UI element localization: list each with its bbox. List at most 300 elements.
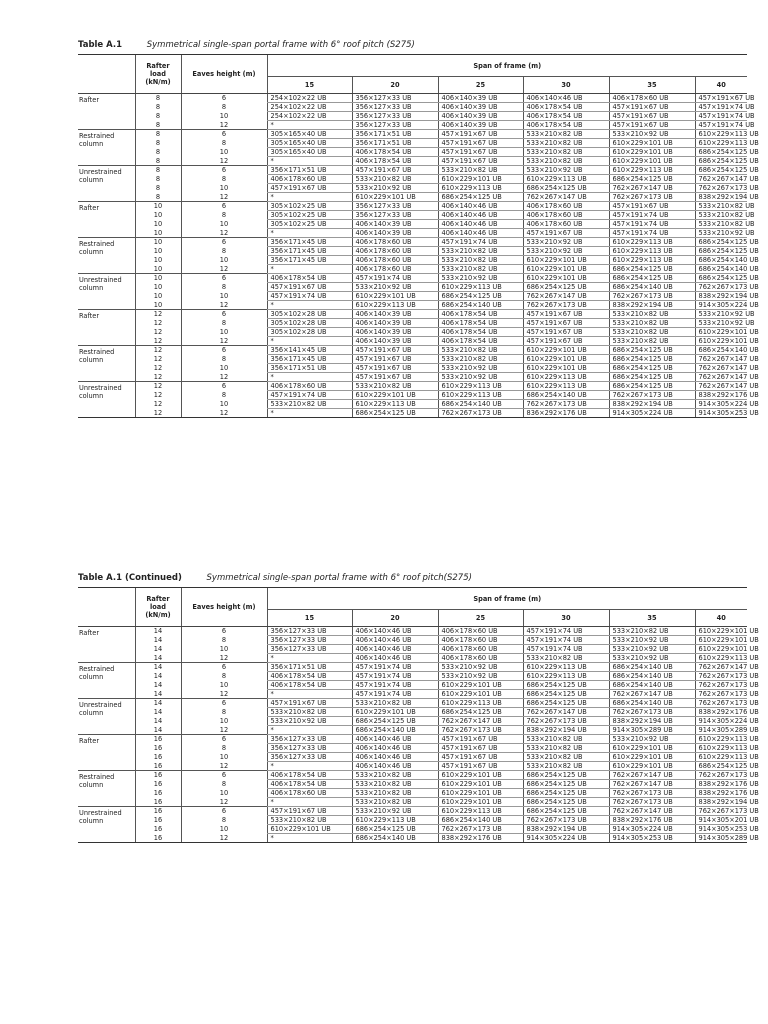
table-caption <box>78 573 747 587</box>
section-size-cell: 533×210×82 UB <box>523 157 609 166</box>
header-eaves-height: Eaves height (m) <box>181 55 267 94</box>
section-size-cell: 610×229×113 UB <box>438 382 523 391</box>
section-size-cell: 533×210×82 UB <box>609 328 695 337</box>
section-size-cell: 457×191×67 UB <box>352 373 438 382</box>
section-size-cell: 838×292×176 UB <box>695 789 747 798</box>
section-size-cell: 356×127×33 UB <box>267 753 352 762</box>
section-size-cell: 610×229×101 UB <box>352 292 438 301</box>
table-row <box>78 184 747 193</box>
rafter-load-cell: 14 <box>135 645 181 654</box>
section-size-cell: 406×178×54 UB <box>438 319 523 328</box>
section-size-cell: * <box>267 798 352 807</box>
section-size-cell: 457×191×74 UB <box>352 681 438 690</box>
section-size-cell: 610×229×101 UB <box>352 708 438 717</box>
section-size-cell: 406×140×46 UB <box>438 220 523 229</box>
section-size-cell: 457×191×67 UB <box>609 112 695 121</box>
section-size-cell: 533×210×82 UB <box>267 708 352 717</box>
section-size-cell: 356×171×45 UB <box>267 355 352 364</box>
table-row <box>78 157 747 166</box>
header-row <box>78 55 747 77</box>
section-size-cell: 406×140×39 UB <box>438 94 523 103</box>
section-size-cell: 533×210×82 UB <box>523 744 609 753</box>
section-size-cell: 686×254×125 UB <box>523 807 609 816</box>
section-size-cell: 356×127×33 UB <box>352 112 438 121</box>
section-size-cell: * <box>267 373 352 382</box>
rafter-load-cell: 16 <box>135 771 181 780</box>
table-row <box>78 780 747 789</box>
member-type-cell: Rafter <box>78 627 135 663</box>
rafter-load-cell: 12 <box>135 319 181 328</box>
eaves-height-cell: 12 <box>181 409 267 418</box>
section-size-cell: 610×229×113 UB <box>695 139 747 148</box>
section-size-cell: 406×140×46 UB <box>352 654 438 663</box>
section-size-cell: 457×191×74 UB <box>695 112 747 121</box>
section-size-cell: 762×267×147 UB <box>695 663 747 672</box>
section-size-cell: 610×229×101 UB <box>438 175 523 184</box>
section-size-cell: 838×292×194 UB <box>609 400 695 409</box>
section-size-cell: * <box>267 193 352 202</box>
section-size-cell: 356×127×33 UB <box>267 744 352 753</box>
section-size-cell: 610×229×113 UB <box>695 744 747 753</box>
eaves-height-cell: 10 <box>181 292 267 301</box>
section-size-cell: 533×210×92 UB <box>695 229 747 238</box>
section-size-cell: 406×178×60 UB <box>352 265 438 274</box>
section-size-cell: 762×267×147 UB <box>609 184 695 193</box>
section-size-cell: 406×178×60 UB <box>523 202 609 211</box>
section-size-cell: 762×267×173 UB <box>438 726 523 735</box>
section-size-cell: 762×267×173 UB <box>523 400 609 409</box>
section-size-cell: 533×210×82 UB <box>438 346 523 355</box>
section-size-cell: 356×171×45 UB <box>267 256 352 265</box>
section-size-cell: 356×127×33 UB <box>352 103 438 112</box>
section-size-cell: 686×254×140 UB <box>609 681 695 690</box>
section-size-cell: 610×229×101 UB <box>523 274 609 283</box>
section-size-cell: 610×229×101 UB <box>523 256 609 265</box>
rafter-load-cell: 10 <box>135 211 181 220</box>
section-size-cell: 533×210×92 UB <box>352 807 438 816</box>
section-size-cell: 457×191×67 UB <box>523 319 609 328</box>
header-span-15: 15 <box>267 77 352 94</box>
section-size-cell: 356×127×33 UB <box>352 202 438 211</box>
section-size-cell: 533×210×92 UB <box>695 319 747 328</box>
table-title: Symmetrical single-span portal frame with 6° roof pitch (S275) <box>146 40 415 50</box>
section-size-cell: 533×210×82 UB <box>438 265 523 274</box>
rafter-load-cell: 14 <box>135 654 181 663</box>
section-size-cell: 686×254×125 UB <box>523 184 609 193</box>
section-size-cell: 457×191×74 UB <box>523 627 609 636</box>
section-size-cell: 533×210×82 UB <box>523 762 609 771</box>
section-size-cell: 914×305×224 UB <box>609 825 695 834</box>
rafter-load-cell: 10 <box>135 283 181 292</box>
section-size-cell: 762×267×147 UB <box>523 193 609 202</box>
section-size-cell: 533×210×82 UB <box>438 256 523 265</box>
section-size-cell: 610×229×101 UB <box>695 627 747 636</box>
section-size-cell: 762×267×147 UB <box>695 382 747 391</box>
table-row <box>78 292 747 301</box>
section-size-cell: 610×229×113 UB <box>438 807 523 816</box>
section-size-cell: 406×178×60 UB <box>523 211 609 220</box>
section-size-cell: 406×178×60 UB <box>438 636 523 645</box>
section-size-cell: 533×210×92 UB <box>523 166 609 175</box>
section-size-cell: 610×229×113 UB <box>609 166 695 175</box>
section-size-cell: 533×210×82 UB <box>352 382 438 391</box>
section-size-cell: 533×210×82 UB <box>523 753 609 762</box>
table-row <box>78 762 747 771</box>
table-row <box>78 175 747 184</box>
section-size-cell: 533×210×92 UB <box>438 364 523 373</box>
header-span-35: 35 <box>609 77 695 94</box>
section-size-cell: 686×254×125 UB <box>523 798 609 807</box>
section-size-cell: 533×210×82 UB <box>523 130 609 139</box>
eaves-height-cell: 10 <box>181 148 267 157</box>
table-label: Table A.1 (Continued) <box>78 573 182 583</box>
member-type-cell: Unrestrained column <box>78 274 135 310</box>
section-size-cell: 686×254×125 UB <box>609 274 695 283</box>
section-size-cell: 254×102×22 UB <box>267 103 352 112</box>
section-size-cell: 406×178×60 UB <box>267 175 352 184</box>
section-size-cell: 533×210×92 UB <box>438 663 523 672</box>
section-size-cell: 406×178×54 UB <box>438 328 523 337</box>
table-row <box>78 627 747 636</box>
section-size-cell: 686×254×140 UB <box>352 726 438 735</box>
section-size-cell: 610×229×101 UB <box>523 364 609 373</box>
section-size-cell: 610×229×113 UB <box>695 130 747 139</box>
rafter-load-cell: 12 <box>135 337 181 346</box>
section-size-cell: 533×210×92 UB <box>523 247 609 256</box>
eaves-height-cell: 10 <box>181 256 267 265</box>
section-size-cell: 610×229×113 UB <box>523 382 609 391</box>
section-size-cell: 686×254×125 UB <box>609 355 695 364</box>
table-row <box>78 319 747 328</box>
table-row <box>78 789 747 798</box>
section-size-cell: 406×140×46 UB <box>523 94 609 103</box>
section-size-cell: 686×254×125 UB <box>695 274 747 283</box>
section-size-cell: 686×254×140 UB <box>695 256 747 265</box>
eaves-height-cell: 8 <box>181 139 267 148</box>
section-size-cell: 762×267×147 UB <box>609 780 695 789</box>
rafter-load-cell: 8 <box>135 103 181 112</box>
section-size-cell: 686×254×125 UB <box>609 382 695 391</box>
section-size-cell: 610×229×113 UB <box>523 175 609 184</box>
rafter-load-cell: 8 <box>135 193 181 202</box>
section-size-cell: 686×254×140 UB <box>609 672 695 681</box>
member-type-cell: Unrestrained column <box>78 166 135 202</box>
eaves-height-cell: 10 <box>181 220 267 229</box>
section-size-cell: 610×229×101 UB <box>438 780 523 789</box>
section-size-cell: 838×292×176 UB <box>438 834 523 843</box>
section-size-cell: 762×267×173 UB <box>695 699 747 708</box>
table-row <box>78 807 747 816</box>
section-size-cell: 356×127×33 UB <box>352 121 438 130</box>
table-row <box>78 355 747 364</box>
section-size-cell: 533×210×92 UB <box>438 373 523 382</box>
eaves-height-cell: 10 <box>181 681 267 690</box>
section-size-cell: 838×292×176 UB <box>609 816 695 825</box>
section-size-cell: 686×254×125 UB <box>609 265 695 274</box>
section-size-cell: 406×178×60 UB <box>438 645 523 654</box>
eaves-height-cell: 6 <box>181 735 267 744</box>
table-row <box>78 708 747 717</box>
table-row <box>78 202 747 211</box>
table-row <box>78 301 747 310</box>
rafter-load-cell: 16 <box>135 816 181 825</box>
section-size-cell: 533×210×82 UB <box>438 166 523 175</box>
member-type-cell: Rafter <box>78 202 135 238</box>
member-type-cell: Restrained column <box>78 663 135 699</box>
rafter-load-cell: 8 <box>135 175 181 184</box>
eaves-height-cell: 8 <box>181 636 267 645</box>
section-size-cell: 406×140×39 UB <box>352 328 438 337</box>
section-size-cell: 610×229×113 UB <box>438 283 523 292</box>
section-size-cell: 457×191×67 UB <box>438 139 523 148</box>
section-size-cell: 838×292×194 UB <box>695 798 747 807</box>
header-member-blank <box>78 588 135 627</box>
section-size-cell: 686×254×140 UB <box>609 283 695 292</box>
section-size-cell: 457×191×67 UB <box>438 762 523 771</box>
section-size-cell: 457×191×74 UB <box>352 274 438 283</box>
section-size-cell: 406×178×54 UB <box>352 148 438 157</box>
section-size-cell: 762×267×147 UB <box>438 717 523 726</box>
section-size-cell: 533×210×82 UB <box>695 220 747 229</box>
rafter-load-cell: 16 <box>135 807 181 816</box>
section-size-cell: 406×178×60 UB <box>267 382 352 391</box>
section-size-cell: 610×229×101 UB <box>695 328 747 337</box>
rafter-load-cell: 16 <box>135 753 181 762</box>
rafter-load-cell: 8 <box>135 139 181 148</box>
section-size-cell: * <box>267 654 352 663</box>
section-size-cell: 838×292×176 UB <box>695 780 747 789</box>
section-size-cell: 533×210×82 UB <box>523 139 609 148</box>
table-row <box>78 771 747 780</box>
rafter-load-cell: 16 <box>135 825 181 834</box>
section-size-cell: 457×191×67 UB <box>438 157 523 166</box>
section-size-cell: 610×229×101 UB <box>523 346 609 355</box>
table-row <box>78 211 747 220</box>
section-size-cell: 610×229×101 UB <box>438 789 523 798</box>
section-size-cell: 457×191×67 UB <box>438 744 523 753</box>
section-size-cell: 457×191×74 UB <box>267 391 352 400</box>
rafter-load-cell: 8 <box>135 157 181 166</box>
eaves-height-cell: 6 <box>181 663 267 672</box>
section-size-cell: 533×210×82 UB <box>352 798 438 807</box>
table-a1-block <box>78 40 759 418</box>
section-size-cell: 406×178×54 UB <box>352 157 438 166</box>
eaves-height-cell: 8 <box>181 672 267 681</box>
section-size-cell: 406×140×39 UB <box>352 337 438 346</box>
section-size-cell: 356×171×45 UB <box>267 247 352 256</box>
section-size-cell: 406×178×54 UB <box>267 672 352 681</box>
rafter-load-cell: 8 <box>135 121 181 130</box>
rafter-load-cell: 16 <box>135 780 181 789</box>
member-type-cell: Rafter <box>78 94 135 130</box>
section-size-cell: 686×254×125 UB <box>523 690 609 699</box>
section-size-cell: 610×229×101 UB <box>438 771 523 780</box>
rafter-load-cell: 10 <box>135 256 181 265</box>
header-rafter-load: Rafter load (kN/m) <box>135 588 181 627</box>
section-size-cell: 686×254×125 UB <box>438 708 523 717</box>
section-size-cell: 406×140×46 UB <box>352 762 438 771</box>
table-row <box>78 265 747 274</box>
section-size-cell: 533×210×92 UB <box>438 274 523 283</box>
rafter-load-cell: 10 <box>135 247 181 256</box>
table-row <box>78 834 747 843</box>
section-size-cell: 686×254×125 UB <box>695 762 747 771</box>
eaves-height-cell: 6 <box>181 771 267 780</box>
rafter-load-cell: 14 <box>135 627 181 636</box>
section-size-cell: 610×229×101 UB <box>695 645 747 654</box>
section-size-cell: 533×210×82 UB <box>523 735 609 744</box>
section-size-cell: 686×254×125 UB <box>352 409 438 418</box>
section-size-cell: 406×178×60 UB <box>267 789 352 798</box>
header-span-30: 30 <box>523 77 609 94</box>
section-size-cell: 610×229×101 UB <box>609 744 695 753</box>
section-size-cell: 533×210×92 UB <box>523 238 609 247</box>
section-size-cell: 406×178×60 UB <box>609 94 695 103</box>
rafter-load-cell: 14 <box>135 672 181 681</box>
section-size-cell: * <box>267 690 352 699</box>
table-row <box>78 409 747 418</box>
section-size-cell: 610×229×113 UB <box>695 735 747 744</box>
section-size-cell: 406×140×46 UB <box>352 744 438 753</box>
section-size-cell: 457×191×74 UB <box>523 645 609 654</box>
section-size-cell: 914×305×224 UB <box>695 301 747 310</box>
rafter-load-cell: 16 <box>135 798 181 807</box>
header-span-35: 35 <box>609 610 695 627</box>
rafter-load-cell: 10 <box>135 274 181 283</box>
table-row <box>78 373 747 382</box>
section-size-cell: 457×191×74 UB <box>352 663 438 672</box>
section-size-cell: 305×102×25 UB <box>267 202 352 211</box>
section-size-cell: 914×305×289 UB <box>695 834 747 843</box>
section-size-cell: 610×229×113 UB <box>523 663 609 672</box>
section-size-cell: 457×191×67 UB <box>523 337 609 346</box>
section-size-cell: 762×267×147 UB <box>523 292 609 301</box>
section-size-cell: 533×210×82 UB <box>352 780 438 789</box>
eaves-height-cell: 12 <box>181 121 267 130</box>
eaves-height-cell: 12 <box>181 798 267 807</box>
eaves-height-cell: 12 <box>181 726 267 735</box>
section-size-cell: 356×171×51 UB <box>267 663 352 672</box>
table-row <box>78 825 747 834</box>
eaves-height-cell: 8 <box>181 247 267 256</box>
section-size-cell: 686×254×125 UB <box>523 771 609 780</box>
eaves-height-cell: 10 <box>181 184 267 193</box>
section-size-cell: 762×267×147 UB <box>609 807 695 816</box>
section-size-cell: 406×178×54 UB <box>267 274 352 283</box>
section-size-cell: 686×254×140 UB <box>438 400 523 409</box>
rafter-load-cell: 10 <box>135 220 181 229</box>
section-size-cell: 610×229×113 UB <box>438 699 523 708</box>
section-size-cell: * <box>267 121 352 130</box>
rafter-load-cell: 16 <box>135 744 181 753</box>
eaves-height-cell: 12 <box>181 229 267 238</box>
member-type-cell: Rafter <box>78 735 135 771</box>
section-size-cell: 610×229×113 UB <box>695 753 747 762</box>
section-size-cell: 406×140×39 UB <box>352 229 438 238</box>
section-size-cell: 356×171×51 UB <box>267 166 352 175</box>
table-row <box>78 148 747 157</box>
section-size-cell: 762×267×173 UB <box>609 798 695 807</box>
table-row <box>78 753 747 762</box>
table-row <box>78 103 747 112</box>
section-size-cell: 686×254×140 UB <box>438 301 523 310</box>
table-row <box>78 735 747 744</box>
eaves-height-cell: 6 <box>181 310 267 319</box>
section-size-cell: 610×229×113 UB <box>352 400 438 409</box>
section-size-cell: 686×254×140 UB <box>695 346 747 355</box>
section-size-cell: 762×267×173 UB <box>609 292 695 301</box>
rafter-load-cell: 8 <box>135 148 181 157</box>
eaves-height-cell: 6 <box>181 382 267 391</box>
section-size-cell: 610×229×101 UB <box>609 139 695 148</box>
section-size-cell: 406×178×54 UB <box>267 681 352 690</box>
section-size-cell: 305×102×28 UB <box>267 328 352 337</box>
section-size-cell: 914×305×201 UB <box>695 816 747 825</box>
header-span-20: 20 <box>352 77 438 94</box>
section-size-cell: 356×127×33 UB <box>267 627 352 636</box>
rafter-load-cell: 12 <box>135 382 181 391</box>
section-size-cell: 406×178×54 UB <box>523 103 609 112</box>
section-size-cell: 305×102×25 UB <box>267 211 352 220</box>
table-row <box>78 256 747 265</box>
section-size-cell: 610×229×113 UB <box>695 654 747 663</box>
section-size-cell: 610×229×113 UB <box>609 256 695 265</box>
eaves-height-cell: 6 <box>181 346 267 355</box>
section-size-cell: * <box>267 229 352 238</box>
section-size-cell: 406×140×46 UB <box>352 735 438 744</box>
section-size-cell: 533×210×82 UB <box>267 400 352 409</box>
eaves-height-cell: 8 <box>181 780 267 789</box>
section-size-cell: 762×267×173 UB <box>695 681 747 690</box>
rafter-load-cell: 16 <box>135 834 181 843</box>
section-size-cell: 457×191×74 UB <box>267 292 352 301</box>
section-size-cell: 457×191×67 UB <box>267 699 352 708</box>
section-size-cell: 533×210×82 UB <box>695 211 747 220</box>
eaves-height-cell: 12 <box>181 373 267 382</box>
section-size-cell: 762×267×173 UB <box>695 283 747 292</box>
section-size-cell: 610×229×101 UB <box>695 337 747 346</box>
eaves-height-cell: 10 <box>181 753 267 762</box>
eaves-height-cell: 10 <box>181 112 267 121</box>
section-size-cell: 533×210×82 UB <box>438 355 523 364</box>
table-row <box>78 400 747 409</box>
member-type-cell: Unrestrained column <box>78 807 135 843</box>
section-size-cell: 762×267×173 UB <box>695 771 747 780</box>
section-size-cell: 533×210×92 UB <box>609 735 695 744</box>
section-size-cell: 838×292×176 UB <box>695 391 747 400</box>
table-a1-continued-block <box>78 573 759 843</box>
section-size-cell: 914×305×224 UB <box>523 834 609 843</box>
section-size-cell: 457×191×67 UB <box>438 148 523 157</box>
table-row <box>78 636 747 645</box>
section-size-cell: 533×210×92 UB <box>267 717 352 726</box>
header-rafter-load: Rafter load (kN/m) <box>135 55 181 94</box>
table-caption <box>78 40 747 54</box>
section-size-cell: 914×305×224 UB <box>609 409 695 418</box>
section-size-cell: 610×229×101 UB <box>352 193 438 202</box>
section-size-cell: 254×102×22 UB <box>267 94 352 103</box>
section-size-cell: 686×254×125 UB <box>352 825 438 834</box>
section-size-cell: 457×191×74 UB <box>523 636 609 645</box>
section-size-cell: 356×141×45 UB <box>267 346 352 355</box>
section-size-cell: 533×210×82 UB <box>523 148 609 157</box>
section-size-cell: 762×267×173 UB <box>609 708 695 717</box>
section-size-cell: 686×254×140 UB <box>438 816 523 825</box>
section-size-cell: 457×191×67 UB <box>352 166 438 175</box>
section-size-cell: 356×171×51 UB <box>352 139 438 148</box>
eaves-height-cell: 8 <box>181 211 267 220</box>
section-size-cell: 305×102×28 UB <box>267 310 352 319</box>
